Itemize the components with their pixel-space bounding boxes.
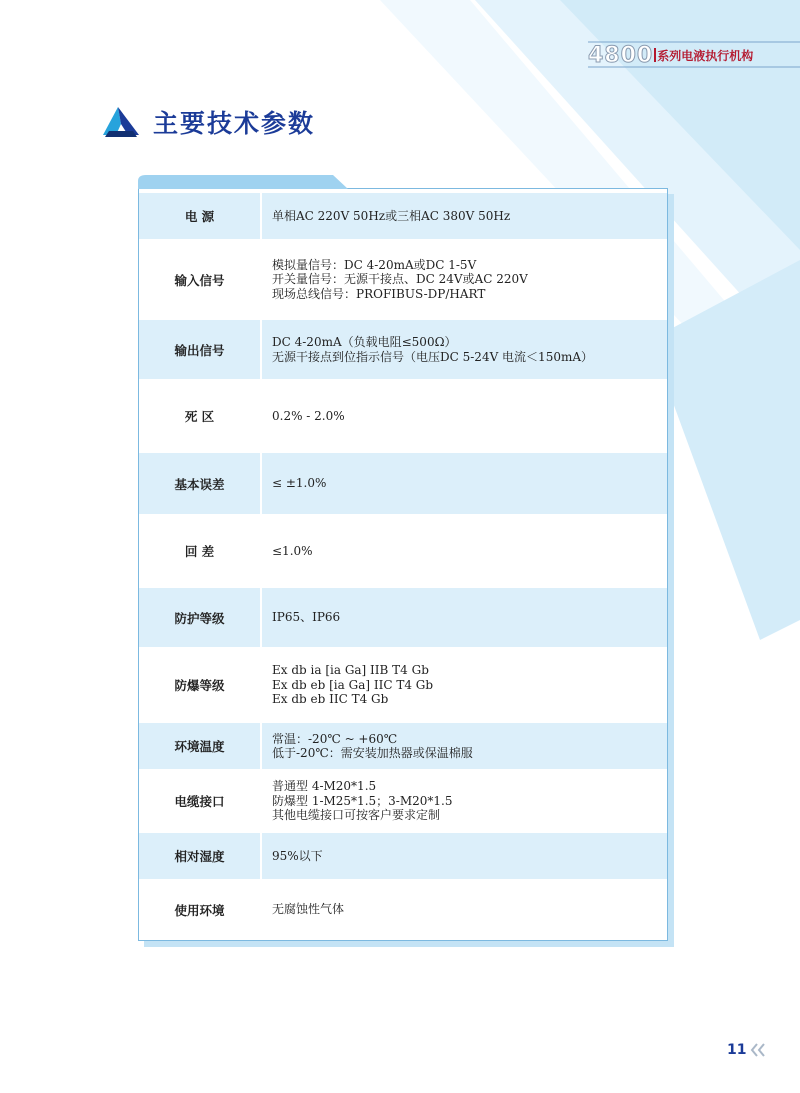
spec-value-line: Ex db eb IIC T4 Gb <box>272 692 389 707</box>
spec-label: 回 差 <box>139 518 262 584</box>
spec-value <box>262 588 667 647</box>
spec-value-line: 无腐蚀性气体 <box>272 902 345 917</box>
spec-value <box>262 320 667 379</box>
spec-row <box>139 833 667 879</box>
spec-row <box>139 383 667 449</box>
spec-value <box>262 383 667 449</box>
spec-row <box>139 651 667 719</box>
spec-value-line: ≤ ±1.0% <box>272 476 327 491</box>
triangle-logo-icon <box>103 107 139 137</box>
spec-value <box>262 243 667 316</box>
spec-value-line: Ex db eb [ia Ga] IIC T4 Gb <box>272 677 434 692</box>
spec-row <box>139 723 667 769</box>
spec-label: 环境温度 <box>139 723 262 769</box>
spec-row <box>139 453 667 514</box>
spec-row <box>139 320 667 379</box>
spec-label: 基本误差 <box>139 453 262 514</box>
spec-label: 输出信号 <box>139 320 262 379</box>
series-title: 系列电液执行机构 <box>657 48 754 63</box>
spec-value <box>262 651 667 719</box>
spec-label: 防护等级 <box>139 588 262 647</box>
spec-label: 使用环境 <box>139 883 262 936</box>
spec-value-line: 普通型 4-M20*1.5 <box>272 779 377 794</box>
spec-value-line: 低于-20℃：需安装加热器或保温棉服 <box>272 746 473 760</box>
series-header <box>588 44 753 66</box>
spec-value-line: 95%以下 <box>272 848 323 863</box>
spec-row <box>139 243 667 316</box>
spec-value <box>262 518 667 584</box>
spec-row <box>139 883 667 936</box>
spec-value-line: 其他电缆接口可按客户要求定制 <box>272 808 441 823</box>
page-number: 11 <box>727 1042 747 1058</box>
spec-value <box>262 723 667 769</box>
section-heading <box>103 104 315 140</box>
spec-row <box>139 773 667 829</box>
spec-value-line: 单相AC 220V 50Hz或三相AC 380V 50Hz <box>272 208 511 223</box>
spec-value-line: 0.2% - 2.0% <box>272 408 345 423</box>
spec-row <box>139 518 667 584</box>
double-chevron-left-icon <box>749 1042 767 1058</box>
spec-label: 防爆等级 <box>139 651 262 719</box>
spec-value <box>262 193 667 239</box>
spec-value <box>262 453 667 514</box>
spec-value <box>262 773 667 829</box>
spec-row <box>139 588 667 647</box>
spec-value-line: DC 4-20mA（负载电阻≤500Ω） <box>272 335 457 349</box>
spec-value-line: 常温：-20℃ ~ +60℃ <box>272 731 398 746</box>
section-title: 主要技术参数 <box>153 109 316 138</box>
spec-label: 相对湿度 <box>139 833 262 879</box>
spec-value-line: 防爆型 1-M25*1.5；3-M20*1.5 <box>272 793 453 808</box>
spec-value-line: IP65、IP66 <box>272 610 341 625</box>
spec-value-line: Ex db ia [ia Ga] IIB T4 Gb <box>272 663 429 678</box>
card-tab-decoration <box>138 175 348 189</box>
spec-value-line: 模拟量信号：DC 4-20mA或DC 1-5V <box>272 257 477 272</box>
spec-label: 死 区 <box>139 383 262 449</box>
spec-value-line: 现场总线信号：PROFIBUS-DP/HART <box>272 286 486 301</box>
spec-label: 电缆接口 <box>139 773 262 829</box>
spec-label: 电 源 <box>139 193 262 239</box>
spec-label: 输入信号 <box>139 243 262 316</box>
spec-value <box>262 883 667 936</box>
spec-table-card <box>138 188 668 941</box>
spec-value-line: 无源干接点到位指示信号（电压DC 5-24V 电流＜150mA） <box>272 349 594 364</box>
series-code: 4800 <box>588 42 654 68</box>
spec-value <box>262 833 667 879</box>
spec-row <box>139 193 667 239</box>
spec-value-line: ≤1.0% <box>272 543 313 558</box>
spec-value-line: 开关量信号：无源干接点、DC 24V或AC 220V <box>272 272 528 287</box>
